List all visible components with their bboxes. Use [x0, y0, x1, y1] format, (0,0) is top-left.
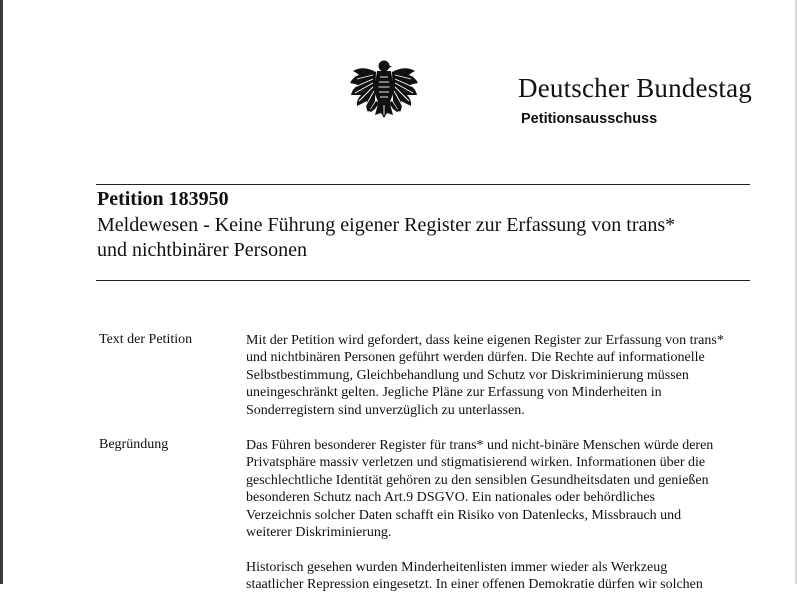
paragraph-line: Sonderregistern sind unverzüglich zu unterlassen.	[246, 402, 525, 418]
petition-title-line: Meldewesen - Keine Führung eigener Register zur Erfassung von trans*	[97, 214, 676, 236]
paragraph-line: Mit der Petition wird gefordert, dass keine eigenen Register zur Erfassung von trans*	[246, 333, 724, 348]
paragraph-line: Das Führen besonderer Register für trans* und nicht-binäre Menschen würde deren	[246, 438, 714, 453]
petition-number: Petition 183950	[97, 188, 229, 210]
paragraph-line: und nichtbinären Personen geführt werden dürfen. Die Rechte auf informationelle	[246, 350, 705, 366]
paragraph-line: Privatsphäre massiv verletzen und stigmatisierend wirken. Informationen über die	[246, 455, 706, 471]
paragraph-line: weiterer Diskriminierung.	[246, 525, 392, 541]
paragraph-line: uneingeschränkt gelten. Jegliche Pläne zur Erfassung von Minderheiten in	[246, 385, 662, 401]
paragraph-line: geschlechtliche Identität gehören zu den sensiblen Gesundheitsdaten und genießen	[246, 472, 709, 488]
paragraph-line: besonderen Schutz nach Art.9 DSGVO. Ein nationales oder behördliches	[246, 490, 656, 506]
org-name: Deutscher Bundestag	[518, 73, 752, 103]
section-reason-paragraph	[246, 437, 751, 541]
divider-top	[96, 184, 750, 185]
paragraph-line: Verzeichnis solcher Daten schafft ein Risiko von Datenlecks, Missbrauch und	[246, 507, 682, 523]
page-left-border	[0, 0, 3, 584]
petition-title	[97, 213, 747, 263]
divider-bottom	[96, 280, 750, 281]
section-text-paragraph	[246, 332, 751, 419]
section-label-reason: Begründung	[99, 437, 169, 452]
org-subtitle: Petitionsausschuss	[521, 111, 658, 127]
section-label-text: Text der Petition	[99, 332, 193, 347]
paragraph-line: Historisch gesehen wurden Minderheitenlisten immer wieder als Werkzeug	[246, 560, 668, 575]
paragraph-line: Selbstbestimmung, Gleichbehandlung und Schutz vor Diskriminierung müssen	[246, 367, 689, 383]
petition-title-line: und nichtbinärer Personen	[97, 239, 307, 261]
paragraph-line: staatlicher Repression eingesetzt. In einer offenen Demokratie dürfen wir solchen	[246, 577, 703, 593]
section-reason-paragraph-2	[246, 559, 751, 594]
bundesadler-icon	[349, 57, 419, 121]
